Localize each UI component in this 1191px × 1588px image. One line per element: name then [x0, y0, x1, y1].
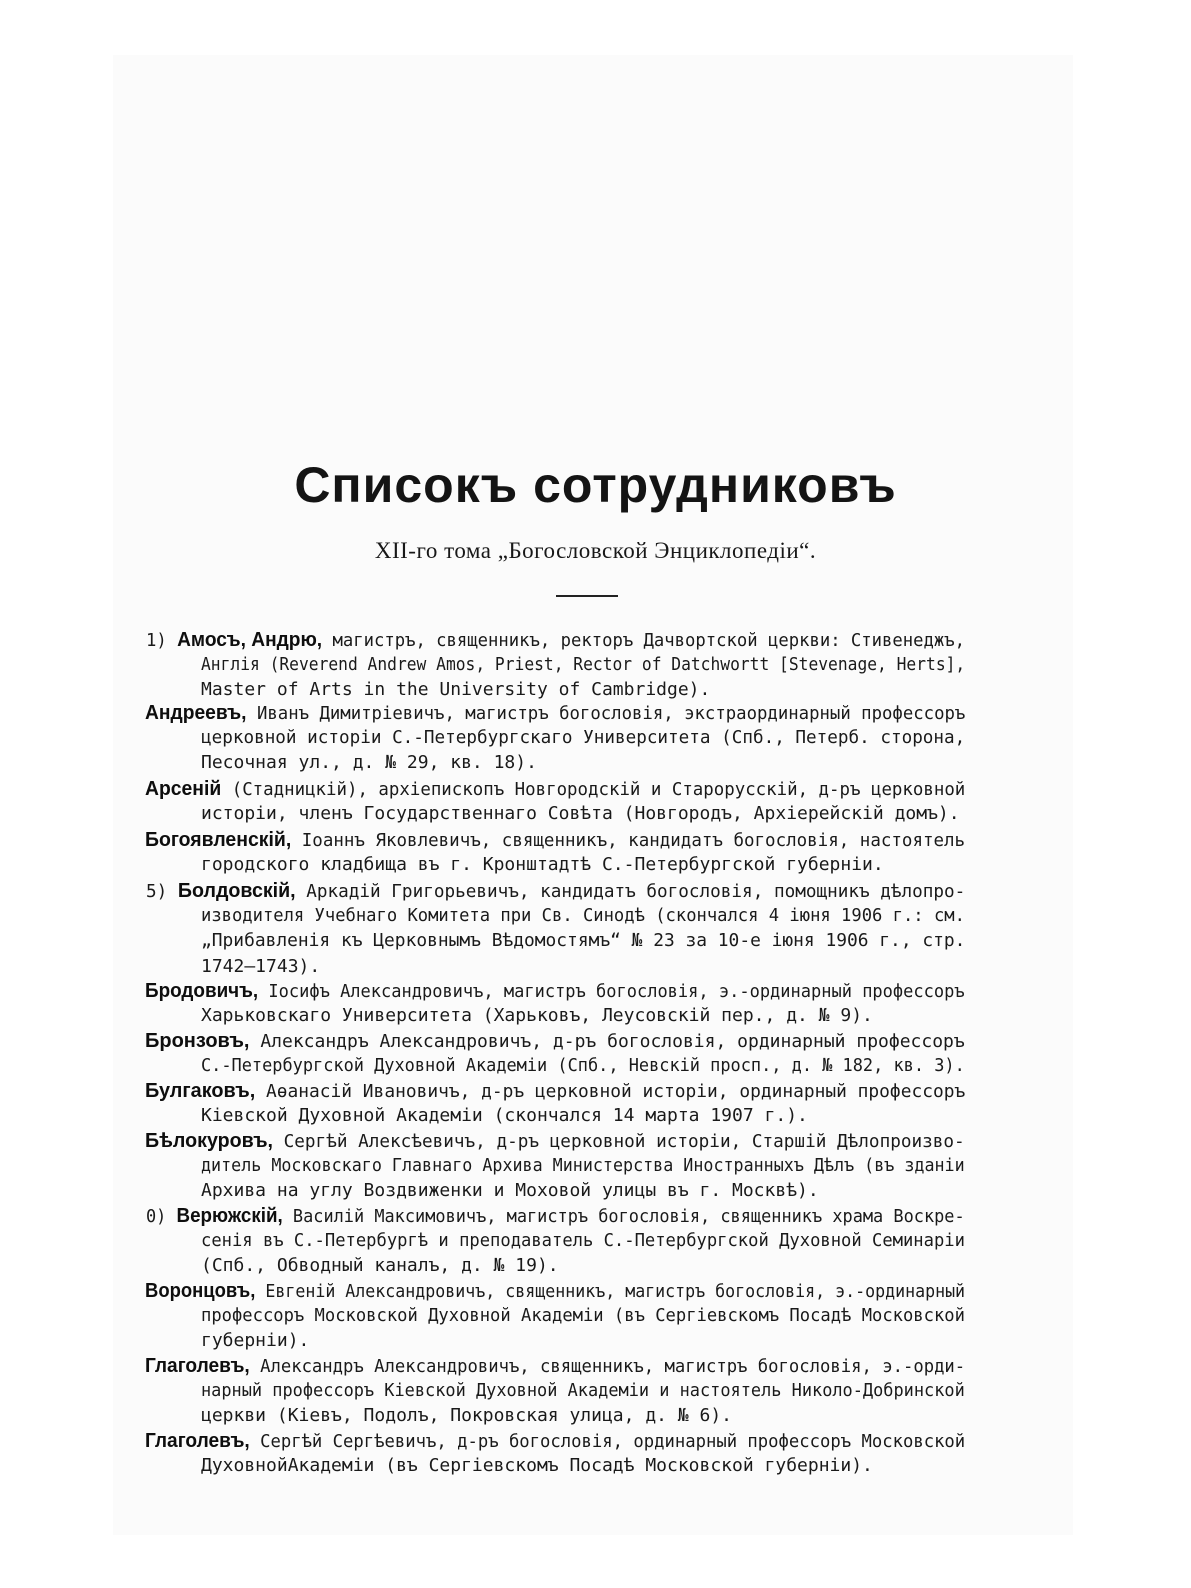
entry-first-line [145, 1354, 965, 1379]
contributor-name: Глаголевъ, [145, 1430, 250, 1452]
entry-text: Василій Максимовичъ, магистръ богословія, священникъ храма Воскре- [282, 1206, 965, 1227]
entry-continuation-line: нарный профессоръ Кіевской Духовной Академіи и настоятель Николо-Добринской [201, 1380, 965, 1402]
entry-continuation-line: Master of Arts in the University of Cambridge). [201, 679, 711, 701]
entry-text: Сергѣй Сергѣевичъ, д-ръ богословія, ординарный профессоръ Московской [249, 1431, 966, 1452]
entry-continuation-line: Англія (Reverend Andrew Amos, Priest, Rector of Datchwortt [Stevenage, Herts], [201, 654, 966, 676]
entry-continuation-line: Кіевской Духовной Академіи (скончался 14 марта 1907 г.). [201, 1105, 808, 1127]
entry-continuation-line: 1742—1743). [201, 955, 321, 977]
entry-continuation-line: „Прибавленія къ Церковнымъ Вѣдомостямъ“ № 23 за 10-е іюня 1906 г., стр. [201, 930, 966, 952]
entry-continuation-line: изводителя Учебнаго Комитета при Св. Синодѣ (скончался 4 іюня 1906 г.: см. [201, 905, 965, 927]
entry-text: Александръ Александровичъ, священникъ, магистръ богословія, э.-орди- [249, 1356, 966, 1377]
entry-continuation-line: профессоръ Московской Духовной Академіи (въ Сергіевскомъ Посадѣ Московской [201, 1305, 965, 1327]
contributor-name: Андреевъ, [145, 702, 247, 724]
entry-text: Иванъ Димитріевичъ, магистръ богословія, экстраординарный профессоръ [246, 703, 966, 724]
contributor-name: Бродовичъ, [145, 980, 259, 1002]
contributor-name: Глаголевъ, [145, 1355, 250, 1377]
entry-first-line [145, 1279, 965, 1304]
entry-continuation-line: церкви (Кіевъ, Подолъ, Покровская улица, д. № 6). [201, 1405, 733, 1427]
entry-first-line [145, 777, 965, 802]
entry-first-line [146, 628, 965, 653]
entry-text: Аѳанасій Ивановичъ, д-ръ церковной исторіи, ординарный профессоръ [255, 1081, 966, 1102]
contributor-name: Арсеній [145, 778, 222, 800]
entry-continuation-line: дитель Московскаго Главнаго Архива Министерства Иностранныхъ Дѣлъ (въ зданіи [201, 1155, 965, 1177]
entry-text: Александръ Александровичъ, д-ръ богословія, ординарный профессоръ [249, 1031, 965, 1052]
contributor-name: Булгаковъ, [145, 1080, 256, 1102]
entry-continuation-line: губерніи). [201, 1330, 310, 1352]
contributor-name: Воронцовъ, [145, 1280, 256, 1302]
entry-continuation-line: исторіи, членъ Государственнаго Совѣта (Новгородъ, Архіерейскій домъ). [201, 803, 960, 825]
entry-text: Аркадій Григорьевичъ, кандидатъ богословія, помощникъ дѣлопро- [295, 881, 966, 902]
contributor-name: Верюжскій, [176, 1205, 283, 1227]
entry-first-line [145, 1429, 965, 1454]
entry-continuation-line: (Спб., Обводный каналъ, д. № 19). [201, 1255, 559, 1277]
entry-text: (Стадницкій), архіепископъ Новгородскій и Старорусскій, д-ръ церковной [221, 779, 966, 800]
entry-continuation-line: ДуховнойАкадеміи (въ Сергіевскомъ Посадѣ Московской губерніи). [201, 1455, 873, 1477]
entry-text: Іоаннъ Яковлевичъ, священникъ, кандидатъ богословія, настоятель [291, 830, 966, 851]
contributor-name: Богоявленскій, [145, 829, 292, 851]
entry-text: Евгеній Александровичъ, священникъ, магистръ богословія, э.-ординарный [255, 1281, 966, 1302]
contributor-name: Бѣлокуровъ, [145, 1130, 273, 1152]
entry-number: 5) [146, 881, 178, 902]
entry-first-line [146, 879, 965, 904]
entry-first-line [145, 1129, 965, 1154]
contributor-name: Бронзовъ, [145, 1030, 250, 1052]
entry-number: 1) [146, 630, 178, 651]
entry-first-line [146, 1204, 965, 1229]
entry-first-line [145, 828, 965, 853]
contributor-name: Болдовскій, [177, 880, 296, 902]
entry-continuation-line: церковной исторіи С.-Петербургскаго Университета (Спб., Петерб. сторона, [201, 727, 966, 749]
title-divider [556, 595, 618, 597]
entry-text: магистръ, священникъ, ректоръ Дачвортской церкви: Стивенеджъ, [322, 630, 965, 651]
entry-continuation-line: сенія въ С.-Петербургѣ и преподаватель С.-Петербургской Духовной Семинаріи [201, 1230, 965, 1252]
contributor-name: Амосъ, Андрю, [177, 629, 323, 651]
entry-first-line [145, 979, 965, 1004]
entry-text: Іосифъ Александровичъ, магистръ богословія, э.-ординарный профессоръ [258, 981, 965, 1002]
entry-continuation-line: городского кладбища въ г. Кронштадтѣ С.-Петербургской губерніи. [201, 854, 884, 876]
entry-continuation-line: Харьковскаго Университета (Харьковъ, Леусовскій пер., д. № 9). [201, 1005, 873, 1027]
entry-continuation-line: Архива на углу Воздвиженки и Моховой улицы въ г. Москвѣ). [201, 1180, 819, 1202]
entry-continuation-line: С.-Петербургской Духовной Академіи (Спб., Невскій просп., д. № 182, кв. 3). [201, 1055, 965, 1077]
page-title: Списокъ сотрудниковъ [294, 457, 897, 513]
entry-first-line [145, 1029, 965, 1054]
page-subtitle: XII-го тома „Богословской Энциклопедіи“. [374, 538, 817, 563]
entry-first-line [145, 701, 965, 726]
entry-first-line [145, 1079, 965, 1104]
entry-text: Сергѣй Алексѣевичъ, д-ръ церковной исторіи, Старшій Дѣлопроизво- [272, 1131, 965, 1152]
entry-number: 0) [146, 1206, 177, 1227]
entry-continuation-line: Песочная ул., д. № 29, кв. 18). [201, 752, 537, 774]
